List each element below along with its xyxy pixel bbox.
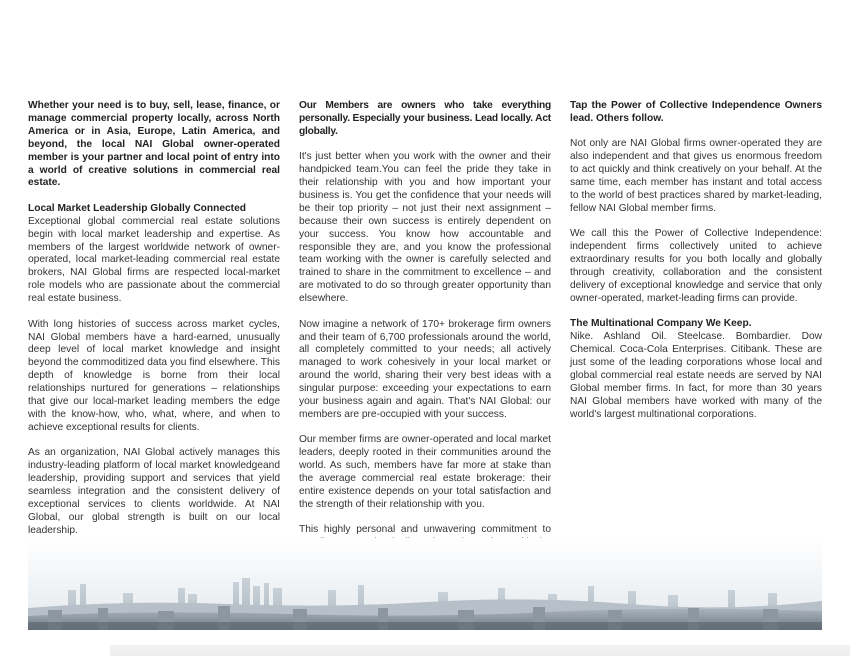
body-paragraph: With long histories of success across market cycles, NAI Global members have a hard-earned, unusually deep level of local market knowledge and insight beyond the commoditized data you find elsewhere. This depth of knowledge is borne from their local relationships nurtured for generations – relationships that give our local-market leading members the edge with the know-how, who, what, where, and when to achieve exceptional results for clients. bbox=[28, 318, 280, 433]
intro-paragraph bbox=[28, 100, 280, 190]
page-bottom-shadow bbox=[110, 645, 850, 656]
body-paragraph: Not only are NAI Global firms owner-operated they are also independent and that gives us enormous freedom to act quickly and think creatively on your behalf. At the same time, each member has instant and total access to the world of best practices shared by market-leading, fellow NAI Global member firms. bbox=[570, 138, 822, 214]
section-multinational-company bbox=[570, 318, 822, 421]
section-body: Nike. Ashland Oil. Steelcase. Bombardier. Dow Chemical. Coca-Cola Enterprises. Citibank. These are just some of the leading corporations whose local and global commercial real estate needs are served by NAI Global member firms. In fact, for more than 30 years NAI Global members have worked with many of the world's largest multinational corporations. bbox=[570, 331, 822, 420]
members-lead-paragraph bbox=[299, 100, 551, 139]
body-paragraph: Now imagine a network of 170+ brokerage firm owners and their team of 6,700 professionals around the world, all completely committed to your needs; all actively managed to work cohesively in your local market or around the world, sharing their very best ideas with a singular purpose: exceeding your expectations to earn your business again and again. That's NAI Global: our members are pre-occupied with your success. bbox=[299, 318, 551, 420]
section-heading: The Multinational Company We Keep. bbox=[570, 318, 752, 330]
section-body: Exceptional global commercial real estate solutions begin with local market leadership and expertise. As members of the largest worldwide network of owner-operated, local market-leading commercial real estate brokers, NAI Global firms are respected local-market role models who are passionate about the commercial real estate business. bbox=[28, 215, 280, 305]
collective-independence-lead: Tap the Power of Collective Independence Owners lead. Others follow. bbox=[570, 100, 822, 124]
intro-lead: Whether your need is to buy, sell, lease, finance, or manage commercial property locally, across North America or in Asia, Europe, Latin America, and beyond, the local NAI Global owner-operated member is your partner and local point of entry into a world of creative solutions in commercial real estate. bbox=[28, 100, 280, 189]
members-lead: Our Members are owners who take everything personally. Especially your business. Lead locally. Act globally. bbox=[299, 100, 551, 137]
section-heading: Local Market Leadership Globally Connected bbox=[28, 202, 246, 214]
column-right bbox=[570, 100, 822, 434]
collective-independence-lead-paragraph bbox=[570, 100, 822, 126]
body-paragraph: This highly personal and unwavering commitment to bbox=[299, 524, 551, 536]
city-skyline-image bbox=[28, 538, 822, 630]
section-local-market-leadership bbox=[28, 203, 280, 306]
column-middle bbox=[299, 100, 551, 601]
body-paragraph: It's just better when you work with the owner and their handpicked team.You can feel the pride they take in their relationship with you and how important your business is. You get the confidence that your needs will be their top priority – not just their next assignment – because their own success is entirely dependent on your success. You know how accountable and responsible they are, and you know the professional team working with the owner is carefully selected and trained to share in the commitment to excellence – and are motivated to do so through greater opportunity than elsewhere. bbox=[299, 151, 551, 305]
body-paragraph: We call this the Power of Collective Independence: independent firms collectively united to achieve extraordinary results for you both locally and globally through creativity, collaboration and the consistent delivery of exceptional knowledge and service that only owner-operated, market-leading firms can provide. bbox=[570, 228, 822, 304]
body-paragraph: As an organization, NAI Global actively manages this industry-leading platform of local market knowledgeand leadership, providing support and services that yield seamless integration and the consistent delivery of exceptional services to clients worldwide. At NAI Global, our global strength is built on our local leadership. bbox=[28, 447, 280, 536]
body-paragraph: Our member firms are owner-operated and local market leaders, deeply rooted in their communities around the world. As such, members have far more at stake than the average commercial real estate brokerage: their entire existence depends on your total satisfaction and the strength of their relationship with you. bbox=[299, 434, 551, 510]
